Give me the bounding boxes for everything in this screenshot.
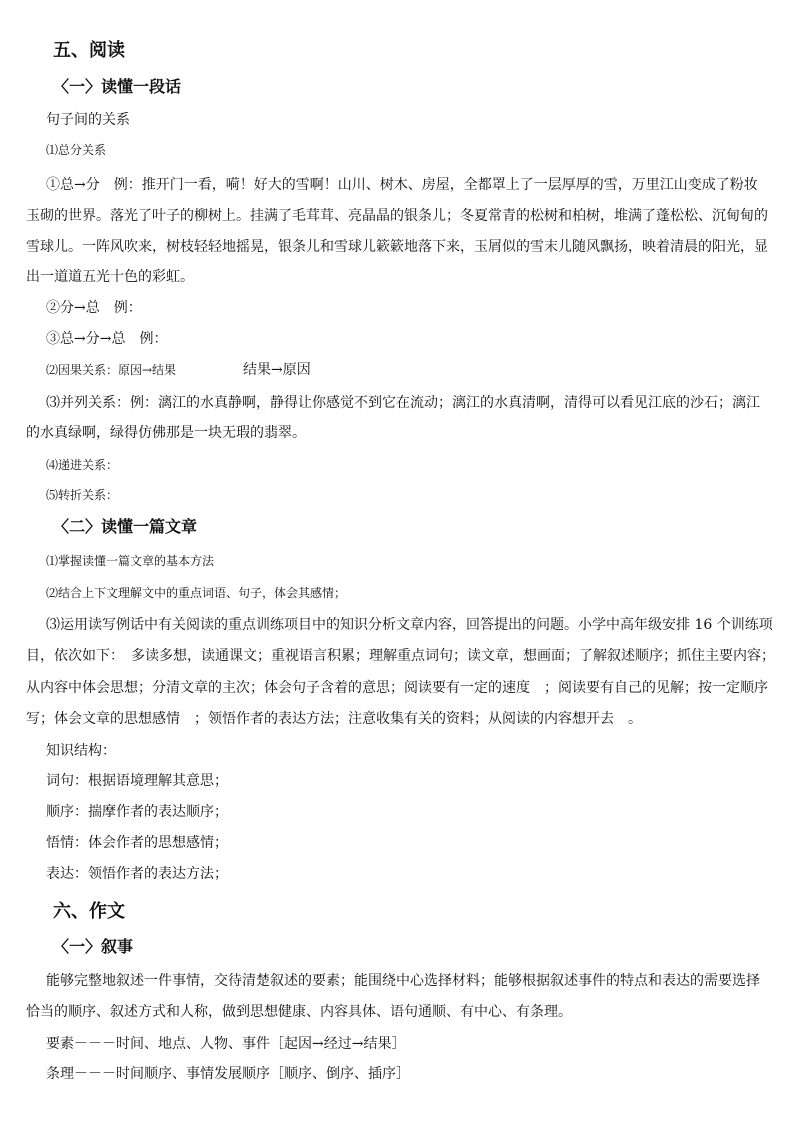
relation-item-effect-cause: 结果→原因	[243, 362, 311, 378]
article-point-1: ⑴掌握读懂一篇文章的基本方法	[46, 554, 215, 568]
subsection-heading-narrative: 〈一〉叙事	[53, 937, 134, 956]
relation-item-general-specific: ⑴总分关系	[46, 143, 107, 157]
example-text-line: 玉砌的世界。落光了叶子的柳树上。挂满了毛茸茸、亮晶晶的银条儿；冬夏常青的松树和柏树，堆满了蓬松松、沉甸甸的	[26, 208, 768, 224]
subsection-heading-paragraph: 〈一〉读懂一段话	[53, 77, 182, 96]
subsection-heading-article: 〈二〉读懂一篇文章	[53, 517, 198, 536]
knowledge-structure-title: 知识结构：	[46, 743, 116, 759]
knowledge-item-order: 顺序：揣摩作者的表达顺序；	[46, 804, 228, 820]
section-heading-composition: 六、作文	[53, 901, 125, 922]
example-text-line: 雪球儿。一阵风吹来，树枝轻轻地摇晃，银条儿和雪球儿簌簌地落下来，玉屑似的雪末儿随风飘扬，映着清晨的阳光，显	[26, 239, 768, 255]
relation-item-parallel: ⑶并列关系：例：漓江的水真静啊，静得让你感觉不到它在流动；漓江的水真清啊，清得可以看见江底的沙石；漓江	[46, 395, 760, 411]
example-text-line: 出一道道五光十色的彩虹。	[26, 269, 194, 285]
article-point-3-cont: 写；体会文章的思想感情 ；领悟作者的表达方法；注意收集有关的资料；从阅读的内容想开去 。	[26, 711, 642, 727]
narrative-elements: 要素－－－时间、地点、人物、事件［起因→经过→结果］	[46, 1036, 406, 1052]
knowledge-item-expression: 表达：领悟作者的表达方法；	[46, 866, 228, 882]
article-point-3-cont: 从内容中体会思想；分清文章的主次；体会句子含着的意思；阅读要有一定的速度 ；阅读要有自己的见解；按一定顺序	[26, 680, 768, 696]
knowledge-item-emotion: 悟情：体会作者的思想感情；	[46, 835, 228, 851]
article-point-3-cont: 目，依次如下： 多读多想，读通课文；重视语言积累；理解重点词句；读文章，想画面；了解叙述顺序；抓住主要内容；	[26, 648, 775, 664]
relation-item-progressive: ⑷递进关系：	[46, 458, 119, 472]
article-point-2: ⑵结合上下文理解文中的重点词语、句子，体会其感情；	[46, 586, 347, 600]
section-heading-reading: 五、阅读	[53, 40, 125, 61]
relation-item-parallel-cont: 的水真绿啊，绿得仿佛那是一块无瑕的翡翠。	[26, 425, 306, 441]
narrative-paragraph: 能够完整地叙述一件事情，交待清楚叙述的要素；能围绕中心选择材料；能够根据叙述事件的特点和表达的需要选择	[46, 973, 760, 989]
knowledge-item-words: 词句：根据语境理解其意思；	[46, 773, 228, 789]
narrative-paragraph-cont: 恰当的顺序、叙述方式和人称，做到思想健康、内容具体、语句通顺、有中心、有条理。	[26, 1004, 572, 1020]
article-point-3: ⑶运用读写例话中有关阅读的重点训练项目中的知识分析文章内容，回答提出的问题。小学中高年级安排 16 个训练项	[46, 617, 773, 633]
example-specific-general: ②分→总 例：	[46, 300, 142, 316]
relation-item-transition: ⑸转折关系：	[46, 488, 119, 502]
relation-item-cause-effect: ⑵因果关系：原因→结果	[46, 363, 177, 377]
example-general-specific-general: ③总→分→总 例：	[46, 331, 168, 347]
relations-heading: 句子间的关系	[46, 112, 130, 128]
example-text-line: ①总→分 例：推开门一看，嗬！好大的雪啊！山川、树木、房屋，全都罩上了一层厚厚的雪，万里江山变成了粉妆	[46, 177, 758, 193]
narrative-order: 条理－－－时间顺序、事情发展顺序［顺序、倒序、插序］	[46, 1066, 410, 1082]
